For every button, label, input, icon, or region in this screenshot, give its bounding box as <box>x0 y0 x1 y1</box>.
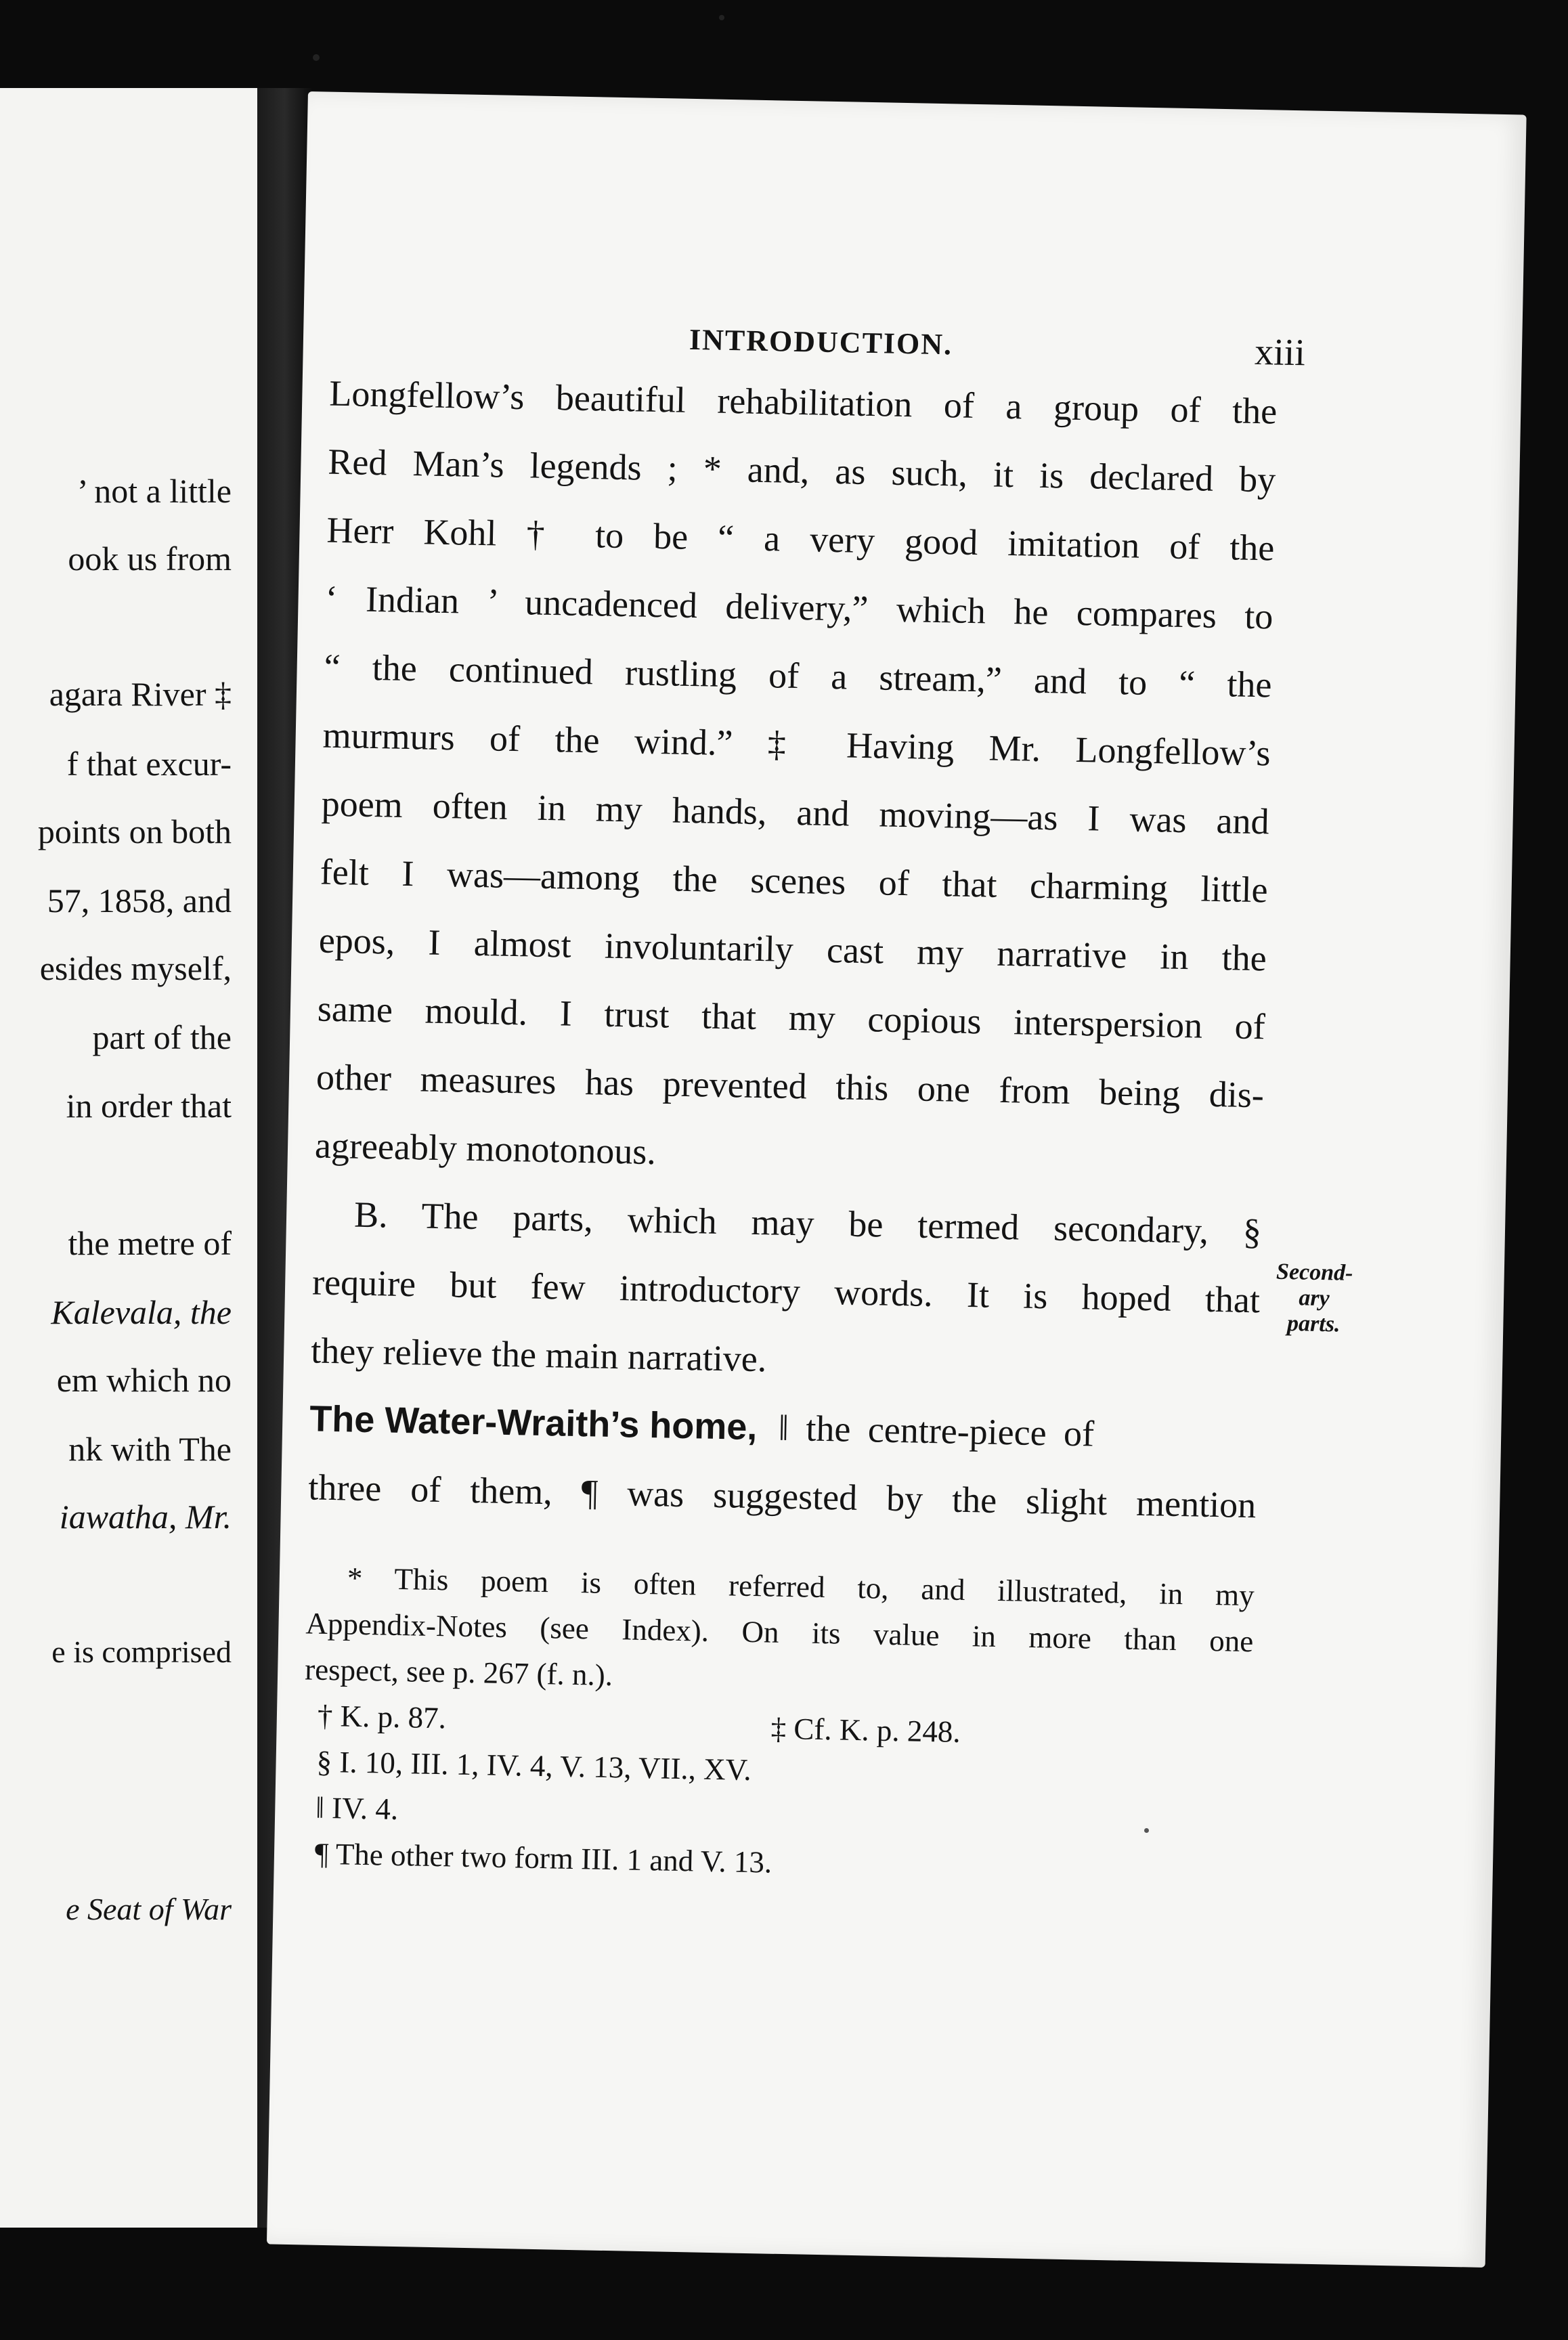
text-line: Longfellow’s beautiful rehabilitation of a group of the <box>328 372 1278 432</box>
left-line: the metre of <box>68 1224 232 1262</box>
text-line: ‘ Indian ’ uncadenced delivery,” which he compares to <box>325 578 1273 637</box>
dust-speck <box>1144 1828 1149 1833</box>
left-line: f that excur- <box>66 745 232 783</box>
text-line: Herr Kohl † to be “ a very good imitation of the <box>326 509 1275 569</box>
text-line: “ the continued rustling of a stream,” and to “ the <box>324 646 1273 706</box>
margin-note <box>1259 1259 1369 1338</box>
margin-note-line: ary <box>1299 1285 1330 1312</box>
text-line: other measures has prevented this one from being dis- <box>315 1056 1265 1116</box>
left-footnote: e Seat of War <box>66 1892 232 1926</box>
text-line: felt I was—among the scenes of that charming little <box>320 851 1269 911</box>
footnote-line: Appendix-Notes (see Index). On its value in more than one <box>305 1606 1254 1659</box>
left-line: 57, 1858, and <box>47 882 232 919</box>
text-line: three of them, ¶ was suggested by the slight mention <box>307 1467 1257 1526</box>
footnote-line: respect, see p. 267 (f. n.). <box>304 1652 613 1693</box>
text-line: they relieve the main narrative. <box>310 1330 767 1380</box>
left-footnote: e is comprised <box>51 1634 232 1669</box>
body-text <box>307 360 1278 1540</box>
text-line: epos, I almost involuntarily cast my narrative in the <box>318 919 1267 979</box>
left-line: iawatha, Mr. <box>59 1498 232 1536</box>
running-head: INTRODUCTION. <box>689 322 953 362</box>
dust-speck <box>719 15 724 20</box>
footnote-dagger: † K. p. 87. <box>317 1698 447 1735</box>
left-line: Kalevala, the <box>51 1293 232 1331</box>
footnotes <box>301 1554 1255 1894</box>
left-line: in order that <box>66 1087 232 1125</box>
text-line: require but few introductory words. It is hoped that <box>311 1261 1261 1321</box>
left-line: nk with The <box>68 1430 232 1468</box>
margin-note-line: Second- <box>1276 1259 1353 1286</box>
left-line: agara River ‡ <box>49 675 232 713</box>
text-line: Red Man’s legends ; * and, as such, it is declared by <box>327 441 1276 500</box>
footnote-double-dagger: ‡ Cf. K. p. 248. <box>770 1711 961 1749</box>
text-fragment: ‖ the centre-piece of <box>778 1407 1095 1454</box>
text-line: same mould. I trust that my copious interspersion of <box>317 988 1266 1047</box>
left-line: ook us from <box>68 540 232 578</box>
margin-note-line: parts. <box>1286 1311 1341 1337</box>
dust-speck <box>313 54 320 61</box>
text-line: agreeably monotonous. <box>314 1125 657 1173</box>
footnote-pilcrow: ¶ The other two form III. 1 and V. 13. <box>314 1836 772 1880</box>
page-number: xiii <box>1254 330 1306 374</box>
left-line: part of the <box>92 1018 232 1056</box>
text-line: poem often in my hands, and moving—as I was and <box>321 783 1270 842</box>
text-line: B. The parts, which may be termed secondary, § <box>353 1194 1262 1253</box>
left-page <box>0 88 284 2228</box>
footnote-line: * This poem is often referred to, and illustrated, in my <box>347 1561 1255 1613</box>
right-page <box>267 91 1527 2268</box>
footnote-section: § I. 10, III. 1, IV. 4, V. 13, VII., XV. <box>316 1744 752 1788</box>
left-line: points on both <box>37 812 232 850</box>
left-line: ’ not a little <box>77 472 232 510</box>
section-heading: The Water-Wraith’s home, <box>309 1398 758 1448</box>
left-line: esides myself, <box>39 949 232 987</box>
footnote-parallel: ‖ IV. 4. <box>315 1790 399 1827</box>
left-line: em which no <box>56 1361 232 1399</box>
text-line: murmurs of the wind.” ‡ Having Mr. Longfellow’s <box>322 714 1271 774</box>
